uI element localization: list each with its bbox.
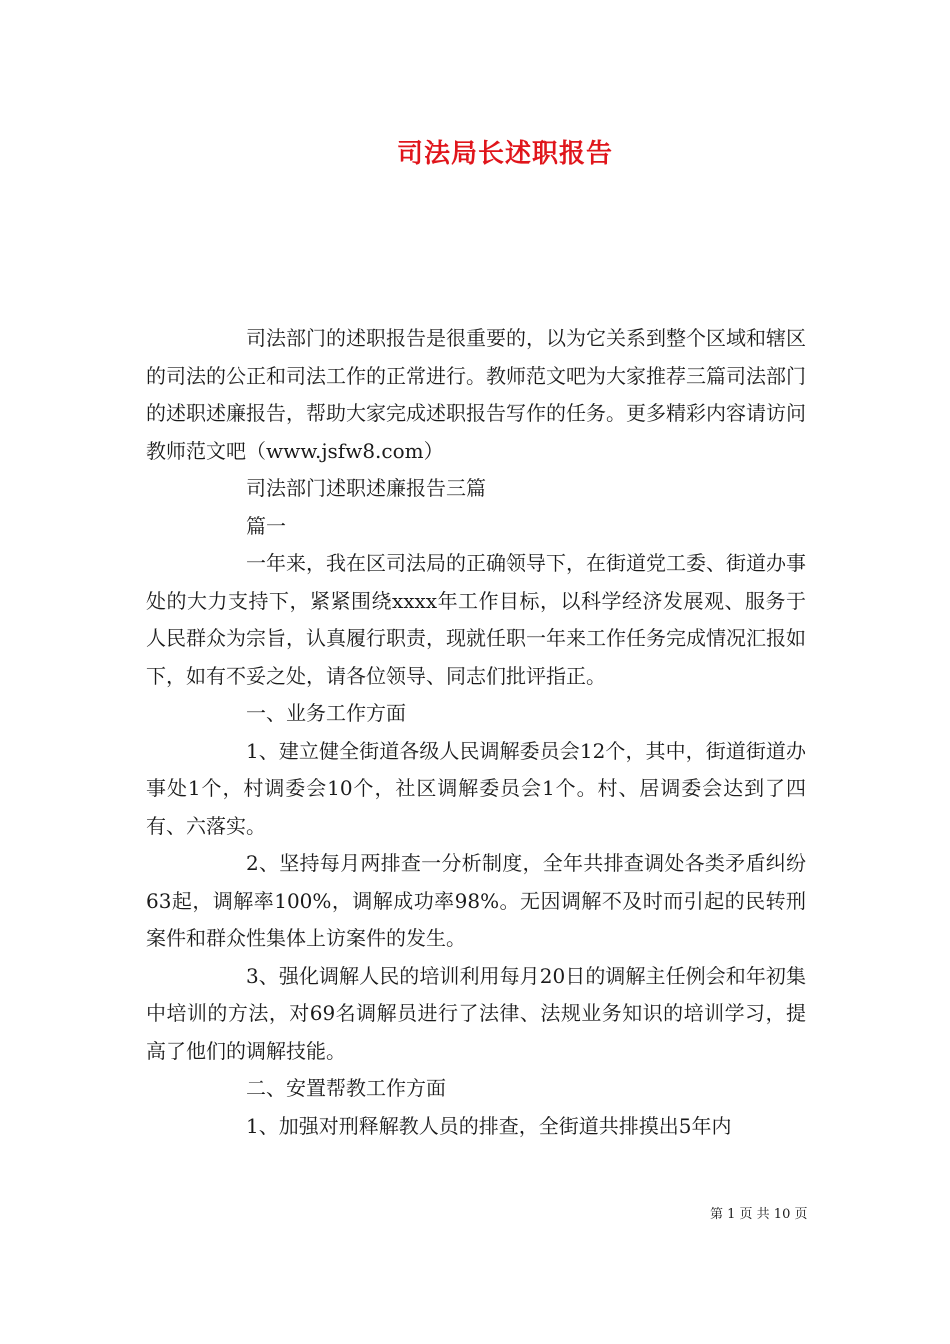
section-heading: 司法部门述职述廉报告三篇 xyxy=(246,476,486,500)
list-item: 2、坚持每月两排查一分析制度，全年共排查调处各类矛盾纠纷63起，调解率100%，调解成功率98%。无因调解不及时而引起的民转刑案件和群众性集体上访案件的发生。 xyxy=(146,851,806,950)
document-title: 司法局长述职报告 xyxy=(396,139,613,169)
intro-paragraph: 司法部门的述职报告是很重要的，以为它关系到整个区域和辖区的司法的公正和司法工作的正常进行。教师范文吧为大家推荐三篇司法部门的述职述廉报告，帮助大家完成述职报告写作的任务。更多精彩内容请访问教师范文吧（www.jsfw8.com） xyxy=(146,326,806,463)
body-paragraph: 一年来，我在区司法局的正确领导下，在街道党工委、街道办事处的大力支持下，紧紧围绕xxxx年工作目标，以科学经济发展观、服务于人民群众为宗旨，认真履行职责，现就任职一年来工作任务完成情况汇报如下，如有不妥之处，请各位领导、同志们批评指正。 xyxy=(146,551,806,688)
list-item: 1、建立健全街道各级人民调解委员会12个，其中，街道街道办事处1个，村调委会10个，社区调解委员会1个。村、居调委会达到了四有、六落实。 xyxy=(146,738,806,838)
part-heading: 篇一 xyxy=(246,513,286,538)
subsection-heading: 二、安置帮教工作方面 xyxy=(246,1076,446,1100)
list-item: 1、加强对刑释解教人员的排查，全街道共排摸出5年内 xyxy=(246,1113,732,1138)
document-body xyxy=(146,320,806,1145)
subsection-heading: 一、业务工作方面 xyxy=(246,701,406,725)
list-item: 3、强化调解人民的培训利用每月20日的调解主任例会和年初集中培训的方法，对69名调解员进行了法律、法规业务知识的培训学习，提高了他们的调解技能。 xyxy=(146,963,806,1063)
page-number: 第 1 页 共 10 页 xyxy=(710,1207,808,1222)
